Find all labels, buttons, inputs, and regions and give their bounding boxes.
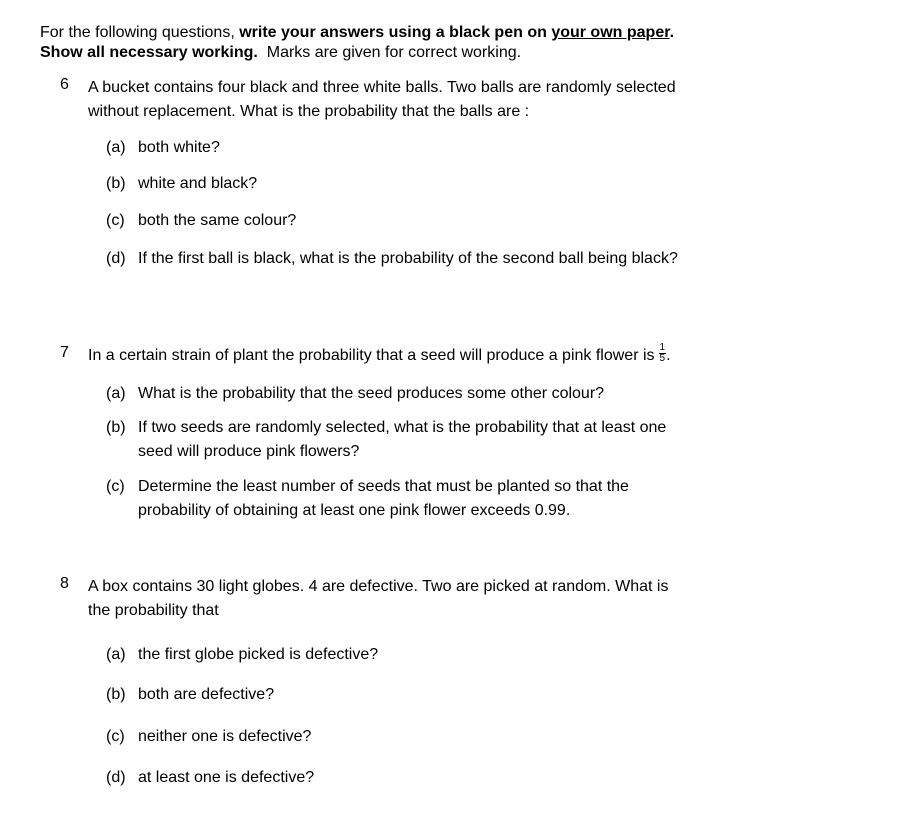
instructions-own-paper: your own paper (551, 24, 670, 41)
question-stem-line: A bucket contains four black and three white balls. Two balls are randomly selected (88, 79, 676, 96)
question-stem-line: the probability that (88, 602, 219, 619)
part-text: If the first ball is black, what is the probability of the second ball being black? (138, 250, 678, 267)
question-8 (60, 575, 850, 795)
part-text: both the same colour? (138, 212, 297, 229)
part-label: (b) (106, 686, 126, 703)
question-6 (60, 76, 850, 276)
instructions-marks: Marks are given for correct working. (257, 44, 522, 61)
part-text: neither one is defective? (138, 728, 312, 745)
part-label: (c) (106, 728, 125, 745)
part-text: both white? (138, 139, 220, 156)
question-number: 8 (60, 575, 69, 592)
part-label: (d) (106, 250, 126, 267)
question-stem-line: In a certain strain of plant the probability that a seed will produce a pink flower is (88, 347, 655, 364)
part-label: (d) (106, 769, 126, 786)
question-stem-line: without replacement. What is the probability that the balls are : (88, 103, 530, 120)
part-label: (a) (106, 646, 126, 663)
part-text-line: probability of obtaining at least one pink flower exceeds 0.99. (138, 502, 571, 519)
part-label: (a) (106, 139, 126, 156)
question-stem (88, 344, 778, 368)
question-number: 7 (60, 344, 69, 361)
part-label: (a) (106, 385, 126, 402)
part-text-line: If two seeds are randomly selected, what is the probability that at least one (138, 419, 667, 436)
part-text-line: seed will produce pink flowers? (138, 443, 360, 460)
question-stem-line: A box contains 30 light globes. 4 are defective. Two are picked at random. What is (88, 578, 669, 595)
part-label: (b) (106, 419, 126, 436)
part-text (138, 475, 758, 523)
part-text: What is the probability that the seed produces some other colour? (138, 385, 605, 402)
part-label: (c) (106, 478, 125, 495)
part-text-line: Determine the least number of seeds that must be planted so that the (138, 478, 629, 495)
part-text: white and black? (138, 175, 258, 192)
fraction-numerator: 1 (659, 342, 666, 354)
part-text: the first globe picked is defective? (138, 646, 379, 663)
part-label: (b) (106, 175, 126, 192)
question-stem-period: . (666, 347, 671, 364)
question-stem (88, 76, 778, 124)
instructions (40, 23, 860, 63)
part-label: (c) (106, 212, 125, 229)
question-stem (88, 575, 778, 623)
question-number: 6 (60, 76, 69, 93)
instructions-bold-pen: write your answers using a black pen on (239, 24, 552, 41)
part-text: at least one is defective? (138, 769, 315, 786)
fraction-denominator: 5 (659, 353, 666, 365)
part-text (138, 416, 758, 464)
instructions-lead: For the following questions, (40, 24, 240, 41)
part-text: both are defective? (138, 686, 275, 703)
fraction-one-fifth (659, 343, 667, 364)
instructions-bold-period: . (669, 24, 675, 41)
question-7 (60, 344, 850, 534)
instructions-show-working: Show all necessary working. (40, 44, 258, 61)
